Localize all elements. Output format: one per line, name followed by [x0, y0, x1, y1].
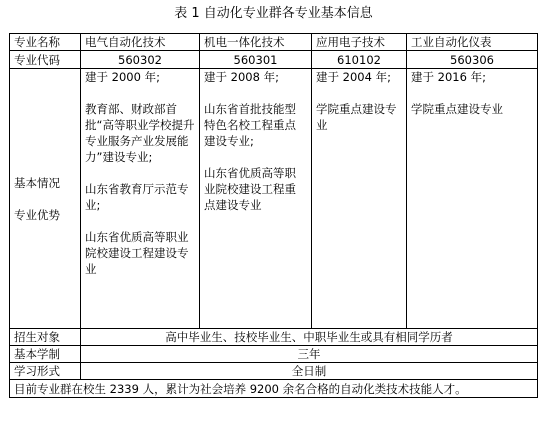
- table-caption: 表 1 自动化专业群各专业基本信息: [174, 6, 373, 21]
- row-label-basic-advantage: [10, 69, 81, 329]
- info-text: 学院重点建设专业: [411, 102, 503, 116]
- info-text: 山东省首批技能型特色名校工程重点建设专业;: [204, 102, 296, 148]
- info-text: 山东省教育厅示范专业;: [85, 182, 189, 212]
- basic-info-electrical: [81, 69, 200, 329]
- major-code-applied-electronics: 610102: [312, 51, 407, 69]
- info-text: 教育部、财政部首批“高等职业学校提升专业服务产业发展能力”建设专业;: [85, 102, 195, 164]
- major-code-electrical: 560302: [81, 51, 200, 69]
- table-row-enrollment: [10, 329, 538, 346]
- basic-info-industrial-instruments: [407, 69, 538, 329]
- basic-info-applied-electronics: [312, 69, 407, 329]
- footer-note: 目前专业群在校生 2339 人，累计为社会培养 9200 余名合格的自动化类技术技能人才。: [10, 380, 538, 398]
- major-name-applied-electronics: 应用电子技术: [312, 34, 407, 51]
- info-text: 建于 2016 年;: [411, 70, 486, 84]
- row-label-enrollment: 招生对象: [10, 329, 81, 346]
- label-advantage: 专业优势: [14, 207, 60, 222]
- info-text: 山东省优质高等职业院校建设工程重点建设专业: [204, 166, 296, 212]
- table-row-major-names: [10, 34, 538, 51]
- info-text: 学院重点建设专业: [316, 102, 397, 132]
- major-info-table: [9, 33, 538, 398]
- table-row-basic-info: [10, 69, 538, 329]
- major-name-electrical: 电气自动化技术: [81, 34, 200, 51]
- info-text: 建于 2008 年;: [204, 70, 279, 84]
- basic-info-mechatronics: [200, 69, 312, 329]
- row-label-study-form: 学习形式: [10, 363, 81, 380]
- row-label-duration: 基本学制: [10, 346, 81, 363]
- info-text: 建于 2004 年;: [316, 70, 391, 84]
- info-text: 山东省优质高等职业院校建设工程建设专业: [85, 230, 189, 276]
- label-basic-info: 基本情况: [14, 175, 60, 190]
- study-form-value: 全日制: [81, 363, 538, 380]
- table-row-study-form: [10, 363, 538, 380]
- duration-value: 三年: [81, 346, 538, 363]
- major-code-industrial-instruments: 560306: [407, 51, 538, 69]
- major-name-industrial-instruments: 工业自动化仪表: [407, 34, 538, 51]
- row-label-name: 专业名称: [10, 34, 81, 51]
- table-row-footer: [10, 380, 538, 398]
- major-code-mechatronics: 560301: [200, 51, 312, 69]
- table-row-duration: [10, 346, 538, 363]
- row-label-code: 专业代码: [10, 51, 81, 69]
- enrollment-value: 高中毕业生、技校毕业生、中职毕业生或具有相同学历者: [81, 329, 538, 346]
- major-name-mechatronics: 机电一体化技术: [200, 34, 312, 51]
- table-row-major-codes: [10, 51, 538, 69]
- info-text: 建于 2000 年;: [85, 70, 160, 84]
